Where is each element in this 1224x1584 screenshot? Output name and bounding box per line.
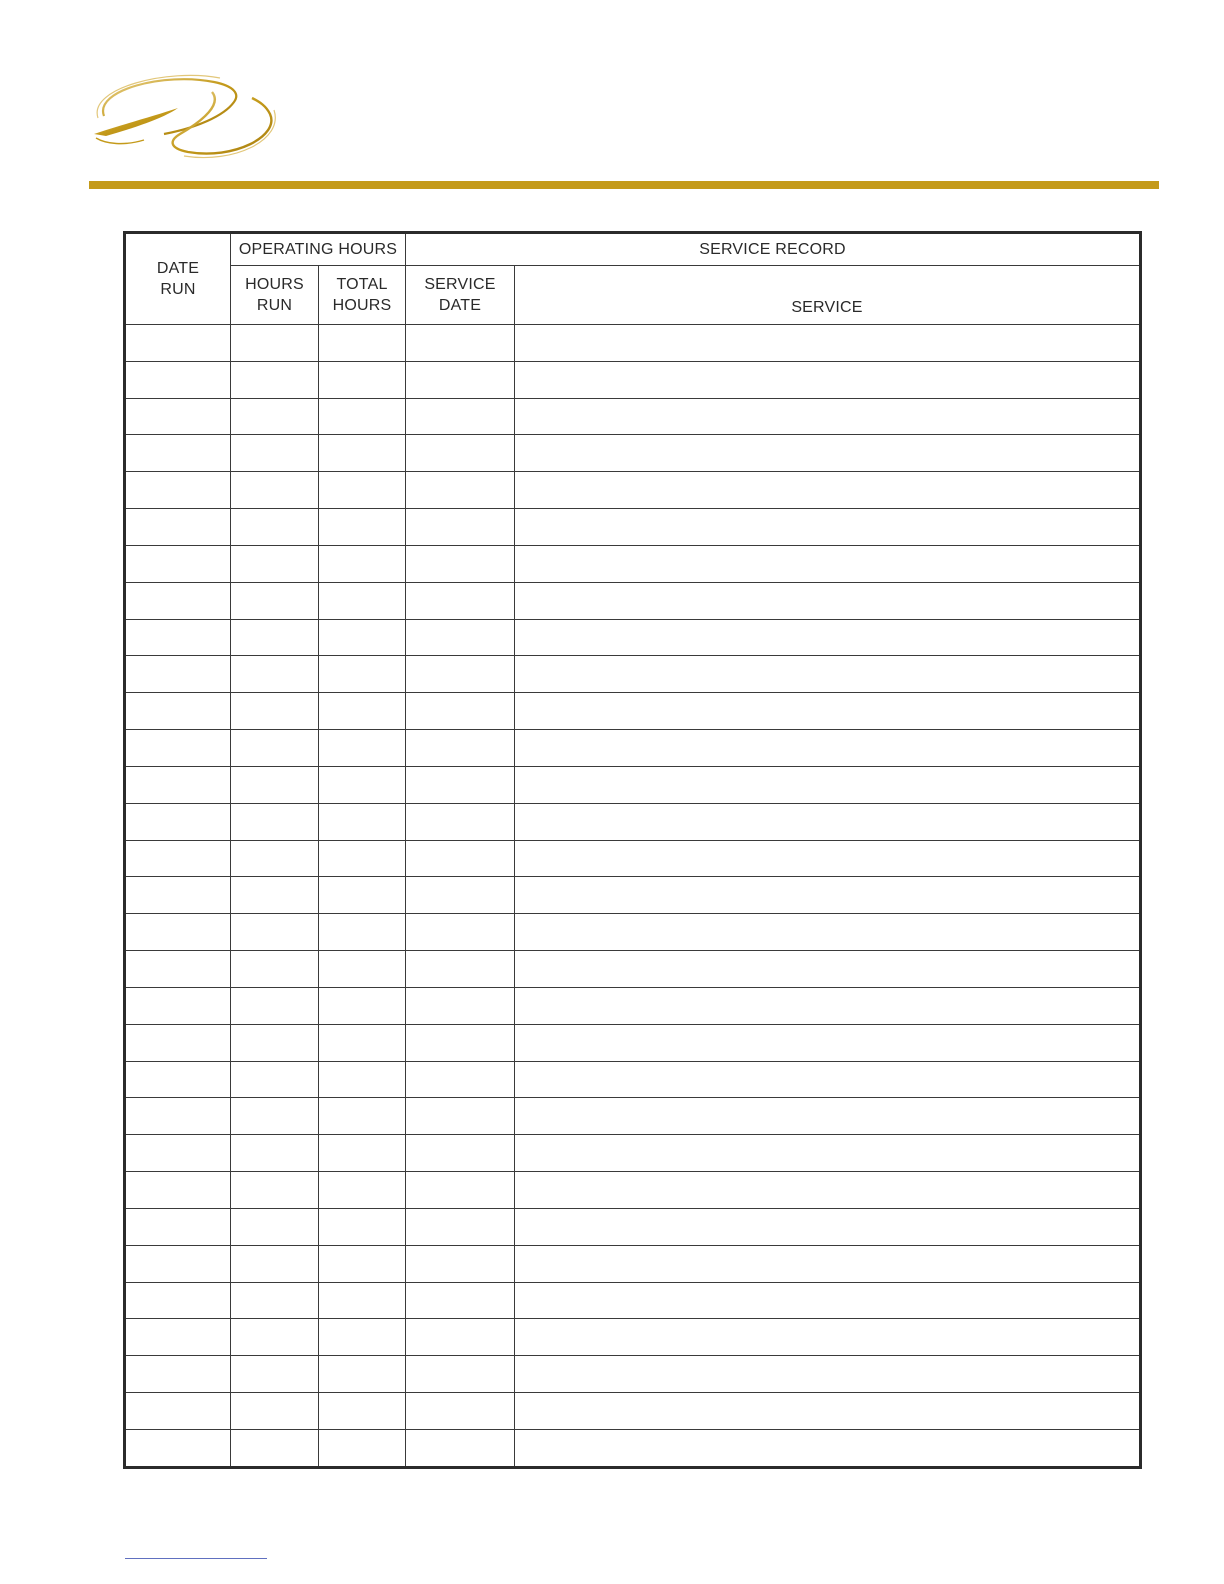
total-hours-cell[interactable] [319, 951, 406, 988]
date-run-cell[interactable] [125, 1135, 231, 1172]
date-run-cell[interactable] [125, 619, 231, 656]
table-row [125, 1024, 1141, 1061]
hours-run-cell[interactable] [231, 1356, 319, 1393]
date-run-cell[interactable] [125, 1393, 231, 1430]
service-cell[interactable] [515, 472, 1141, 509]
total-hours-cell[interactable] [319, 1356, 406, 1393]
table-row [125, 803, 1141, 840]
service-date-cell[interactable] [406, 509, 515, 546]
table-row [125, 398, 1141, 435]
date-run-cell[interactable] [125, 509, 231, 546]
service-date-cell[interactable] [406, 398, 515, 435]
total-hours-cell[interactable] [319, 1061, 406, 1098]
service-record-header: SERVICE RECORD [406, 233, 1141, 266]
table-row [125, 1429, 1141, 1467]
service-cell[interactable] [515, 951, 1141, 988]
service-cell[interactable] [515, 435, 1141, 472]
hours-run-cell[interactable] [231, 361, 319, 398]
total-hours-cell[interactable] [319, 1429, 406, 1467]
hours-run-cell[interactable] [231, 1208, 319, 1245]
hours-run-cell[interactable] [231, 619, 319, 656]
total-hours-cell[interactable] [319, 509, 406, 546]
service-cell[interactable] [515, 398, 1141, 435]
total-hours-cell[interactable] [319, 1208, 406, 1245]
table-row [125, 1282, 1141, 1319]
service-date-cell[interactable] [406, 914, 515, 951]
service-log-table [123, 231, 1142, 1469]
service-date-cell[interactable] [406, 325, 515, 362]
service-date-cell[interactable] [406, 619, 515, 656]
table-row [125, 766, 1141, 803]
hours-run-cell[interactable] [231, 582, 319, 619]
log-body [125, 325, 1141, 1468]
service-date-cell[interactable] [406, 1393, 515, 1430]
service-date-cell[interactable] [406, 987, 515, 1024]
hours-run-cell[interactable] [231, 325, 319, 362]
hours-run-cell[interactable] [231, 1245, 319, 1282]
service-date-cell[interactable] [406, 730, 515, 767]
service-cell[interactable] [515, 987, 1141, 1024]
hours-run-cell[interactable] [231, 951, 319, 988]
hours-run-cell[interactable] [231, 1319, 319, 1356]
service-date-cell[interactable] [406, 545, 515, 582]
hours-run-cell[interactable] [231, 472, 319, 509]
service-cell[interactable] [515, 656, 1141, 693]
service-cell[interactable] [515, 509, 1141, 546]
total-hours-cell[interactable] [319, 987, 406, 1024]
service-cell[interactable] [515, 1356, 1141, 1393]
total-hours-cell[interactable] [319, 582, 406, 619]
service-date-cell[interactable] [406, 656, 515, 693]
total-hours-cell[interactable] [319, 840, 406, 877]
service-date-cell[interactable] [406, 1282, 515, 1319]
table-row [125, 1061, 1141, 1098]
service-date-cell[interactable] [406, 803, 515, 840]
service-header: SERVICE [515, 266, 1141, 325]
service-cell[interactable] [515, 730, 1141, 767]
table-row [125, 693, 1141, 730]
hours-run-cell[interactable] [231, 766, 319, 803]
service-date-cell[interactable] [406, 951, 515, 988]
table-row [125, 1356, 1141, 1393]
total-hours-cell[interactable] [319, 398, 406, 435]
date-run-cell[interactable] [125, 545, 231, 582]
total-hours-cell[interactable] [319, 914, 406, 951]
date-run-cell[interactable] [125, 730, 231, 767]
service-date-cell[interactable] [406, 1098, 515, 1135]
total-hours-label: TOTAL HOURS [332, 276, 392, 314]
hours-run-cell[interactable] [231, 803, 319, 840]
hours-run-cell[interactable] [231, 877, 319, 914]
service-date-cell[interactable] [406, 877, 515, 914]
service-date-cell[interactable] [406, 1356, 515, 1393]
service-cell[interactable] [515, 1429, 1141, 1467]
total-hours-cell[interactable] [319, 1245, 406, 1282]
date-run-cell[interactable] [125, 656, 231, 693]
service-date-cell[interactable] [406, 1135, 515, 1172]
service-cell[interactable] [515, 1172, 1141, 1209]
service-cell[interactable] [515, 361, 1141, 398]
service-cell[interactable] [515, 1208, 1141, 1245]
date-run-cell[interactable] [125, 914, 231, 951]
total-hours-header [319, 266, 406, 325]
service-cell[interactable] [515, 619, 1141, 656]
hours-run-cell[interactable] [231, 1098, 319, 1135]
total-hours-cell[interactable] [319, 325, 406, 362]
date-run-cell[interactable] [125, 435, 231, 472]
service-date-cell[interactable] [406, 435, 515, 472]
service-date-cell[interactable] [406, 1319, 515, 1356]
service-cell[interactable] [515, 325, 1141, 362]
hours-run-cell[interactable] [231, 398, 319, 435]
total-hours-cell[interactable] [319, 1135, 406, 1172]
table-row [125, 509, 1141, 546]
table-row [125, 472, 1141, 509]
total-hours-cell[interactable] [319, 472, 406, 509]
table-row [125, 1135, 1141, 1172]
hours-run-cell[interactable] [231, 545, 319, 582]
operating-hours-header: OPERATING HOURS [231, 233, 406, 266]
service-date-cell[interactable] [406, 361, 515, 398]
hours-run-cell[interactable] [231, 1282, 319, 1319]
total-hours-cell[interactable] [319, 619, 406, 656]
total-hours-cell[interactable] [319, 1319, 406, 1356]
date-run-cell[interactable] [125, 1429, 231, 1467]
service-date-cell[interactable] [406, 1208, 515, 1245]
hours-run-cell[interactable] [231, 730, 319, 767]
date-run-header [125, 233, 231, 325]
date-run-label: DATE RUN [156, 260, 200, 298]
hours-run-label: HOURS RUN [245, 276, 304, 314]
hours-run-cell[interactable] [231, 1172, 319, 1209]
total-hours-cell[interactable] [319, 766, 406, 803]
date-run-cell[interactable] [125, 361, 231, 398]
hours-run-cell[interactable] [231, 1024, 319, 1061]
date-run-cell[interactable] [125, 1245, 231, 1282]
service-date-cell[interactable] [406, 472, 515, 509]
date-run-cell[interactable] [125, 693, 231, 730]
hours-run-cell[interactable] [231, 509, 319, 546]
total-hours-cell[interactable] [319, 730, 406, 767]
date-run-cell[interactable] [125, 472, 231, 509]
date-run-cell[interactable] [125, 1356, 231, 1393]
date-run-cell[interactable] [125, 1061, 231, 1098]
service-date-cell[interactable] [406, 840, 515, 877]
service-cell[interactable] [515, 582, 1141, 619]
table-row [125, 582, 1141, 619]
service-date-cell[interactable] [406, 693, 515, 730]
total-hours-cell[interactable] [319, 545, 406, 582]
service-date-cell[interactable] [406, 1024, 515, 1061]
service-date-cell[interactable] [406, 1061, 515, 1098]
total-hours-cell[interactable] [319, 361, 406, 398]
hours-run-cell[interactable] [231, 1393, 319, 1430]
total-hours-cell[interactable] [319, 1393, 406, 1430]
table-row [125, 877, 1141, 914]
date-run-cell[interactable] [125, 325, 231, 362]
total-hours-cell[interactable] [319, 877, 406, 914]
hours-run-cell[interactable] [231, 840, 319, 877]
date-run-cell[interactable] [125, 582, 231, 619]
date-run-cell[interactable] [125, 1282, 231, 1319]
total-hours-cell[interactable] [319, 1098, 406, 1135]
table-row [125, 1208, 1141, 1245]
service-cell[interactable] [515, 1024, 1141, 1061]
table-row [125, 951, 1141, 988]
table-row [125, 435, 1141, 472]
service-cell[interactable] [515, 693, 1141, 730]
footer-link-underline [125, 1558, 267, 1559]
hours-run-cell[interactable] [231, 693, 319, 730]
total-hours-cell[interactable] [319, 1024, 406, 1061]
date-run-cell[interactable] [125, 1172, 231, 1209]
service-date-label: SERVICE DATE [424, 276, 496, 314]
service-cell[interactable] [515, 1319, 1141, 1356]
table-row [125, 1098, 1141, 1135]
date-run-cell[interactable] [125, 1024, 231, 1061]
service-cell[interactable] [515, 545, 1141, 582]
hours-run-cell[interactable] [231, 435, 319, 472]
service-date-cell[interactable] [406, 582, 515, 619]
total-hours-cell[interactable] [319, 1172, 406, 1209]
service-cell[interactable] [515, 1245, 1141, 1282]
table-row [125, 987, 1141, 1024]
date-run-cell[interactable] [125, 766, 231, 803]
service-cell[interactable] [515, 877, 1141, 914]
hours-run-cell[interactable] [231, 1135, 319, 1172]
service-cell[interactable] [515, 1135, 1141, 1172]
hours-run-cell[interactable] [231, 1061, 319, 1098]
hours-run-cell[interactable] [231, 1429, 319, 1467]
table-row [125, 325, 1141, 362]
date-run-cell[interactable] [125, 951, 231, 988]
date-run-cell[interactable] [125, 398, 231, 435]
date-run-cell[interactable] [125, 1098, 231, 1135]
table-row [125, 545, 1141, 582]
table-row [125, 361, 1141, 398]
table-row [125, 1393, 1141, 1430]
hours-run-header [231, 266, 319, 325]
total-hours-cell[interactable] [319, 435, 406, 472]
brand-logo-icon [84, 68, 280, 164]
service-cell[interactable] [515, 766, 1141, 803]
total-hours-cell[interactable] [319, 1282, 406, 1319]
table-row [125, 656, 1141, 693]
date-run-cell[interactable] [125, 1208, 231, 1245]
date-run-cell[interactable] [125, 840, 231, 877]
hours-run-cell[interactable] [231, 987, 319, 1024]
service-date-header [406, 266, 515, 325]
service-cell[interactable] [515, 840, 1141, 877]
date-run-cell[interactable] [125, 877, 231, 914]
total-hours-cell[interactable] [319, 656, 406, 693]
hours-run-cell[interactable] [231, 914, 319, 951]
table-row [125, 914, 1141, 951]
table-row [125, 1245, 1141, 1282]
date-run-cell[interactable] [125, 803, 231, 840]
date-run-cell[interactable] [125, 1319, 231, 1356]
table-row [125, 1319, 1141, 1356]
service-cell[interactable] [515, 1393, 1141, 1430]
gold-divider [89, 181, 1159, 189]
service-date-cell[interactable] [406, 766, 515, 803]
service-date-cell[interactable] [406, 1172, 515, 1209]
table-row [125, 840, 1141, 877]
total-hours-cell[interactable] [319, 803, 406, 840]
total-hours-cell[interactable] [319, 693, 406, 730]
table-row [125, 619, 1141, 656]
service-cell[interactable] [515, 1282, 1141, 1319]
service-cell[interactable] [515, 1098, 1141, 1135]
date-run-cell[interactable] [125, 987, 231, 1024]
service-cell[interactable] [515, 1061, 1141, 1098]
service-cell[interactable] [515, 803, 1141, 840]
table-row [125, 1172, 1141, 1209]
service-date-cell[interactable] [406, 1429, 515, 1467]
service-date-cell[interactable] [406, 1245, 515, 1282]
hours-run-cell[interactable] [231, 656, 319, 693]
service-cell[interactable] [515, 914, 1141, 951]
table-row [125, 730, 1141, 767]
